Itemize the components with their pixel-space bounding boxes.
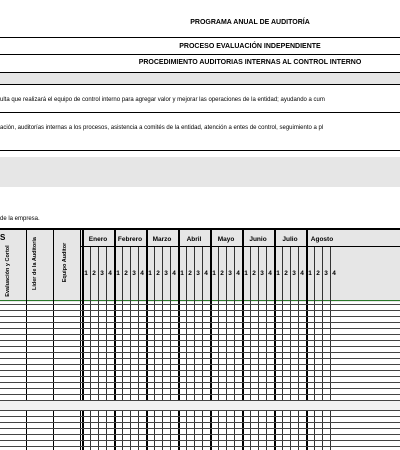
week-header: 4 [268, 270, 272, 277]
week-header: 2 [284, 270, 288, 277]
table-row-line [0, 410, 400, 411]
week-divider [250, 247, 251, 450]
week-divider [194, 247, 195, 450]
col-lider-header: Líder de la Auditoría [32, 237, 38, 290]
week-divider [290, 247, 291, 450]
week-header: 1 [212, 270, 216, 277]
month-header: Junio [249, 236, 267, 243]
table-row-line [0, 382, 400, 383]
shaded-band [0, 157, 400, 187]
week-header: 3 [132, 270, 136, 277]
table-header-bottom [0, 300, 400, 301]
week-divider [170, 247, 171, 450]
week-divider [202, 247, 203, 450]
month-header: Marzo [152, 236, 172, 243]
divider [0, 54, 400, 55]
week-divider [322, 247, 323, 450]
month-header: Enero [88, 236, 108, 243]
week-divider [282, 247, 283, 450]
week-divider [90, 247, 91, 450]
table-row-line [0, 310, 400, 311]
section-separator [0, 401, 400, 410]
table-row-line [0, 334, 400, 335]
week-divider [138, 247, 139, 450]
table-row-line [0, 376, 400, 377]
week-divider [130, 247, 131, 450]
table-row-line [0, 388, 400, 389]
week-header: 1 [116, 270, 120, 277]
month-header: Mayo [217, 236, 235, 243]
week-header: 2 [188, 270, 192, 277]
week-header: 2 [316, 270, 320, 277]
divider [0, 37, 400, 38]
week-divider [154, 247, 155, 450]
week-header: 1 [308, 270, 312, 277]
week-divider [266, 247, 267, 450]
table-row-line [0, 446, 400, 447]
week-header: 1 [244, 270, 248, 277]
week-header: 2 [124, 270, 128, 277]
week-header: 4 [108, 270, 112, 277]
month-header: Julio [282, 236, 298, 243]
week-header: 2 [92, 270, 96, 277]
week-divider [98, 247, 99, 450]
week-header: 4 [204, 270, 208, 277]
week-header: 3 [196, 270, 200, 277]
objective-text: ulta que realizará el equipo de control interno para agregar valor y mejorar las operaciones de la entidad; ayudando a cum [0, 97, 325, 103]
header-title: PROGRAMA ANUAL DE AUDITORÍA [190, 19, 310, 26]
table-row-line [0, 416, 400, 417]
month-header: Agosto [310, 236, 334, 243]
week-header: 4 [140, 270, 144, 277]
col-eval-header: Evaluación y Cortol [5, 245, 11, 297]
week-divider [258, 247, 259, 450]
week-divider [234, 247, 235, 450]
week-header: 1 [276, 270, 280, 277]
divider [0, 150, 400, 151]
header-process: PROCESO EVALUACIÓN INDEPENDIENTE [179, 43, 321, 50]
week-divider [298, 247, 299, 450]
week-divider [186, 247, 187, 450]
week-header: 3 [260, 270, 264, 277]
divider [0, 84, 400, 85]
table-row-line [0, 440, 400, 441]
week-header: 3 [292, 270, 296, 277]
table-row-line [0, 370, 400, 371]
header-procedure: PROCEDIMIENTO AUDITORIAS INTERNAS AL CONTROL INTERNO [138, 59, 362, 66]
note-text: de la empresa. [0, 216, 40, 222]
table-row-line [0, 322, 400, 323]
week-header: 2 [156, 270, 160, 277]
week-divider [106, 247, 107, 450]
week-header: 2 [252, 270, 256, 277]
table-row-line [0, 304, 400, 305]
week-divider [314, 247, 315, 450]
table-top-border [0, 228, 400, 230]
divider [0, 112, 400, 113]
week-header: 4 [172, 270, 176, 277]
week-header: 1 [180, 270, 184, 277]
table-row-line [0, 328, 400, 329]
week-divider [122, 247, 123, 450]
table-row-line [0, 434, 400, 435]
week-header: 3 [324, 270, 328, 277]
week-divider [162, 247, 163, 450]
col-equipo-header: Equipo Auditor [62, 242, 68, 283]
shaded-band [0, 73, 400, 84]
corner-label: S [0, 233, 6, 242]
table-row-line [0, 346, 400, 347]
week-header: 1 [148, 270, 152, 277]
week-header: 3 [100, 270, 104, 277]
week-divider [226, 247, 227, 450]
table-row-line [0, 364, 400, 365]
week-header: 4 [236, 270, 240, 277]
week-header: 2 [220, 270, 224, 277]
month-header: Abril [186, 236, 202, 243]
table-row-line [0, 394, 400, 395]
table-row-line [0, 358, 400, 359]
week-divider [330, 247, 331, 450]
week-header: 3 [164, 270, 168, 277]
month-row-bottom [80, 246, 400, 247]
month-header: Febrero [117, 236, 143, 243]
table-row-line [0, 428, 400, 429]
table-row-line [0, 422, 400, 423]
scope-text: ación, auditorías internas a los procesos, asistencia a comités de la entidad, atención a entes de control, seguimiento a pl [0, 125, 324, 131]
table-row-line [0, 352, 400, 353]
week-header: 4 [332, 270, 336, 277]
week-header: 3 [228, 270, 232, 277]
week-header: 1 [84, 270, 88, 277]
week-divider [218, 247, 219, 450]
week-header: 4 [300, 270, 304, 277]
table-row-line [0, 316, 400, 317]
table-row-line [0, 340, 400, 341]
